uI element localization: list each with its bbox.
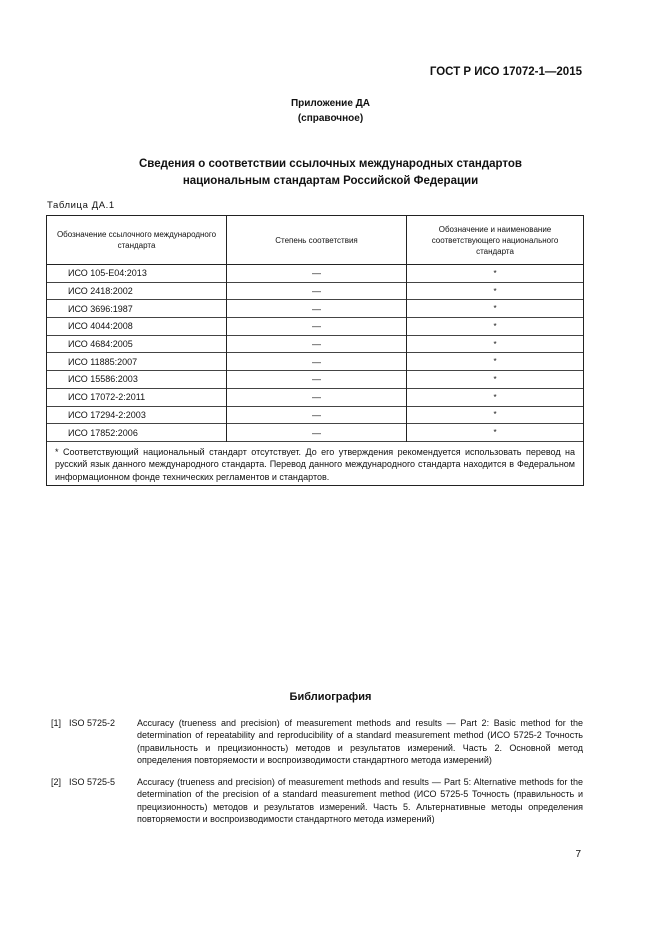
bibliography-entry-code: ISO 5725-5 [69, 777, 116, 787]
degree-of-conformity-cell: — [227, 388, 407, 406]
international-standard-cell: ИСО 4684:2005 [47, 335, 227, 353]
national-standard-cell: * [407, 406, 584, 424]
degree-of-conformity-cell: — [227, 318, 407, 336]
national-standard-cell: * [407, 371, 584, 389]
table-row [47, 335, 584, 353]
degree-of-conformity-cell: — [227, 406, 407, 424]
table-note-row [47, 441, 584, 486]
international-standard-cell: ИСО 11885:2007 [47, 353, 227, 371]
bibliography-entry [51, 776, 583, 825]
international-standard-cell: ИСО 4044:2008 [47, 318, 227, 336]
degree-of-conformity-cell: — [227, 300, 407, 318]
table-caption: Таблица ДА.1 [47, 200, 115, 211]
table-header-row [47, 216, 584, 265]
table-body [47, 265, 584, 442]
national-standard-cell: * [407, 300, 584, 318]
international-standard-cell: ИСО 17852:2006 [47, 424, 227, 442]
degree-of-conformity-cell: — [227, 265, 407, 283]
column-header-international: Обозначение ссылочного международного стандарта [47, 216, 227, 265]
column-header-degree: Степень соответствия [227, 216, 407, 265]
correspondence-table [46, 215, 584, 486]
bibliography-entry-code: ISO 5725-2 [69, 718, 116, 728]
page-number: 7 [575, 849, 581, 860]
degree-of-conformity-cell: — [227, 424, 407, 442]
table-row [47, 406, 584, 424]
bibliography-entry-text: Accuracy (trueness and precision) of measurement methods and results — Part 5: Alternative methods for the determination of the precision of a standard measurement method (ИСО 5725-5 Точность (правильность и прецизионность) методов и результатов измерений. Часть 5. Альтернативные методы определения повторяемости и воспроизводимости стандартного метода измерений) [137, 777, 583, 824]
bibliography-entry-text: Accuracy (trueness and precision) of measurement methods and results — Part 2: Basic method for the determination of repeatability and reproducibility of a standard measurement method (ИСО 5725-2 Точность (правильность и прецизионность) методов и результатов измерений. Часть 2. Основной метод определения повторяемости и воспроизводимости стандартного метода измерений) [137, 718, 583, 765]
table-row [47, 282, 584, 300]
international-standard-cell: ИСО 105-E04:2013 [47, 265, 227, 283]
table-footnote: * Соответствующий национальный стандарт отсутствует. До его утверждения рекомендуется использовать перевод на русский язык данного международного стандарта. Перевод данного международного стандарта находится в Федеральном информационном фонде технических регламентов и стандартов. [47, 441, 584, 486]
table-row [47, 300, 584, 318]
national-standard-cell: * [407, 388, 584, 406]
bibliography-title: Библиография [289, 691, 372, 703]
international-standard-cell: ИСО 3696:1987 [47, 300, 227, 318]
international-standard-cell: ИСО 2418:2002 [47, 282, 227, 300]
appendix-heading [0, 96, 661, 126]
international-standard-cell: ИСО 17294-2:2003 [47, 406, 227, 424]
international-standard-cell: ИСО 17072-2:2011 [47, 388, 227, 406]
appendix-subtitle: (справочное) [297, 113, 364, 124]
document-header-code: ГОСТ Р ИСО 17072-1—2015 [429, 66, 582, 78]
national-standard-cell: * [407, 424, 584, 442]
national-standard-cell: * [407, 265, 584, 283]
national-standard-cell: * [407, 282, 584, 300]
national-standard-cell: * [407, 318, 584, 336]
table-row [47, 265, 584, 283]
bibliography-entry [51, 717, 583, 766]
section-title-line2: национальным стандартам Российской Федерации [182, 175, 479, 187]
degree-of-conformity-cell: — [227, 353, 407, 371]
table-row [47, 388, 584, 406]
section-title-line1: Сведения о соответствии ссылочных международных стандартов [138, 158, 522, 170]
bibliography-entry-number: [1] [51, 718, 62, 728]
bibliography-entry-number: [2] [51, 777, 62, 787]
table-row [47, 353, 584, 371]
section-title [0, 156, 661, 190]
degree-of-conformity-cell: — [227, 282, 407, 300]
national-standard-cell: * [407, 353, 584, 371]
table-row [47, 371, 584, 389]
international-standard-cell: ИСО 15586:2003 [47, 371, 227, 389]
degree-of-conformity-cell: — [227, 335, 407, 353]
degree-of-conformity-cell: — [227, 371, 407, 389]
table-row [47, 318, 584, 336]
appendix-title: Приложение ДА [290, 98, 371, 109]
column-header-national: Обозначение и наименование соответствующего национального стандарта [407, 216, 584, 265]
national-standard-cell: * [407, 335, 584, 353]
table-row [47, 424, 584, 442]
